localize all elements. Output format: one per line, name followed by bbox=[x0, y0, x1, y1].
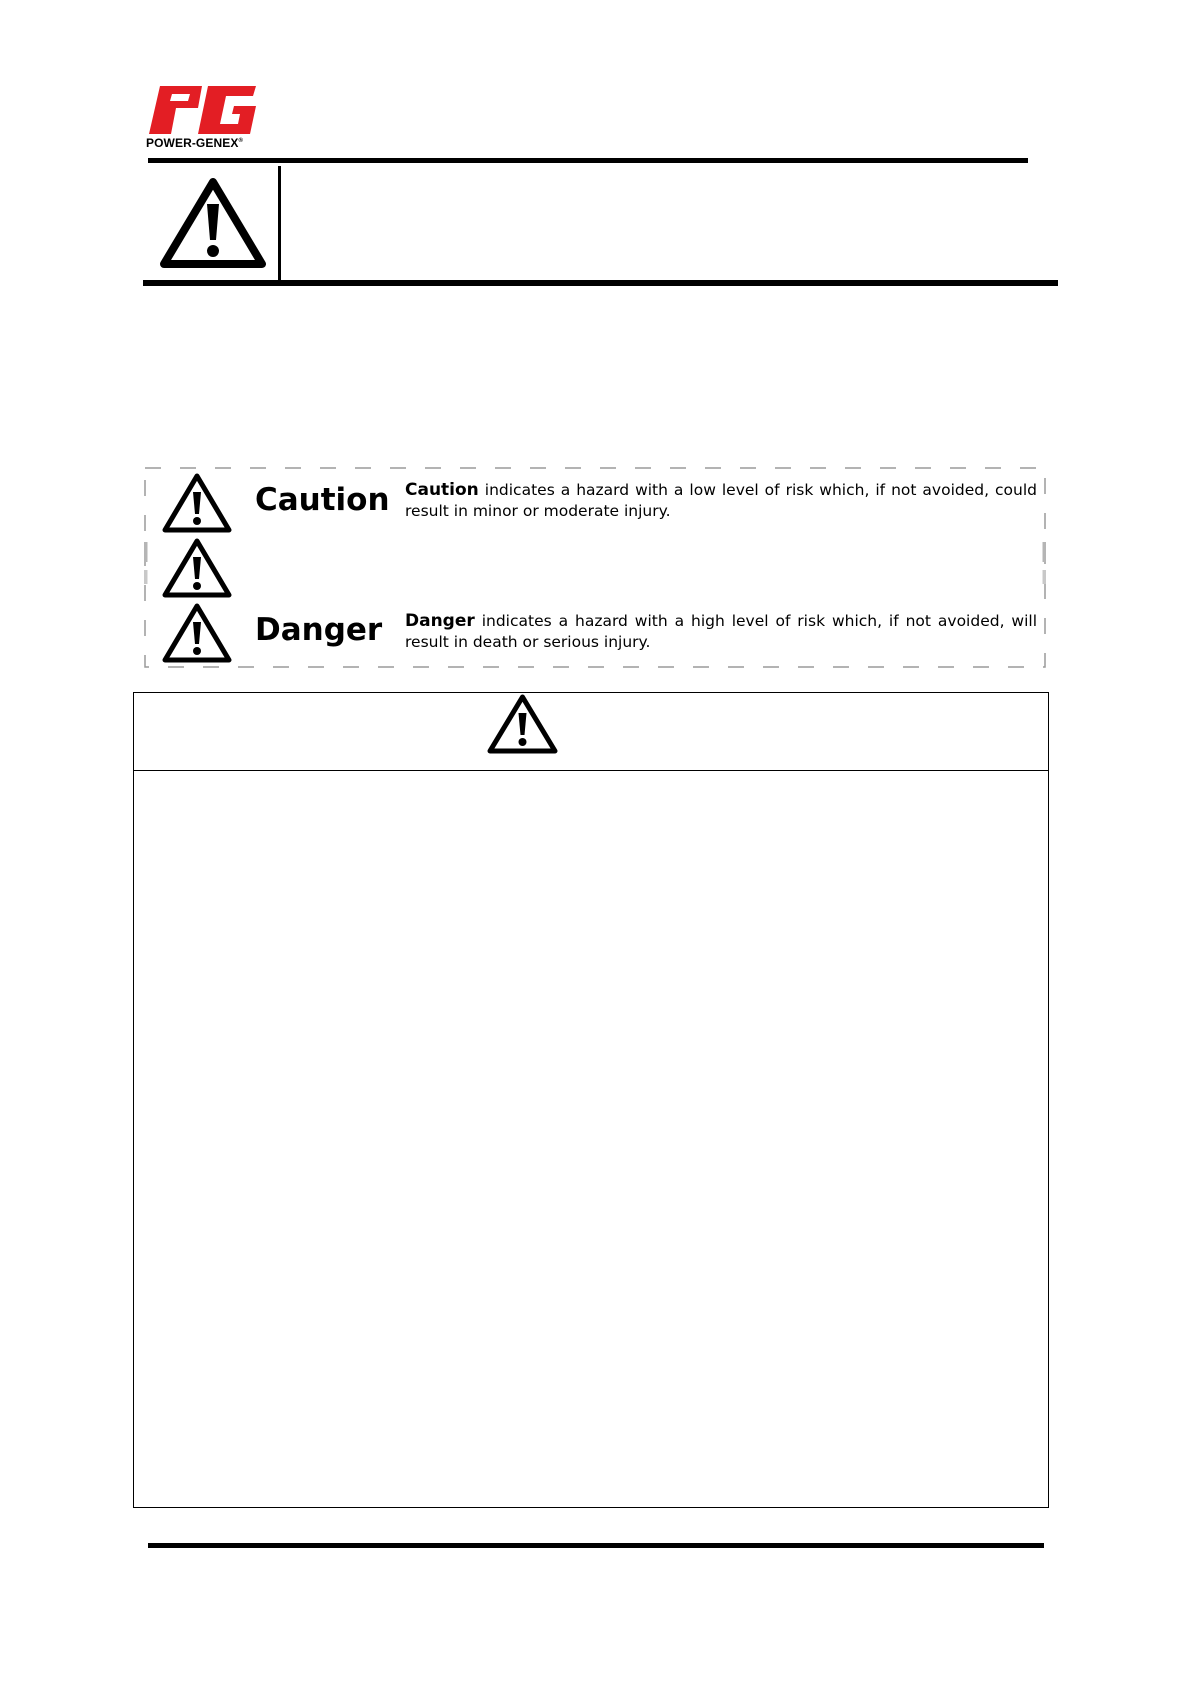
danger-triangle-icon bbox=[162, 602, 232, 664]
warning-triangle-icon bbox=[162, 537, 232, 599]
brand-logo bbox=[146, 84, 264, 150]
warning-triangle-icon bbox=[487, 693, 558, 755]
warning-box bbox=[133, 692, 1049, 1508]
header-bottom-rule bbox=[143, 280, 1058, 286]
caution-description: Caution indicates a hazard with a low level of risk which, if not avoided, could result in minor or moderate injury. bbox=[405, 480, 1037, 520]
warning-box-body bbox=[134, 771, 1048, 1507]
danger-description: Danger indicates a hazard with a high level of risk which, if not avoided, will result in death or serious injury. bbox=[405, 611, 1038, 651]
pg-logo-mark bbox=[146, 84, 258, 136]
hazard-legend bbox=[144, 466, 1046, 669]
caution-title: Caution bbox=[255, 482, 390, 518]
danger-title: Danger bbox=[255, 612, 383, 648]
caution-triangle-icon bbox=[162, 472, 232, 534]
warning-box-header bbox=[134, 693, 1048, 771]
warning-triangle-icon bbox=[158, 174, 268, 272]
footer-rule bbox=[148, 1543, 1044, 1548]
header-top-rule bbox=[148, 158, 1028, 163]
header-divider bbox=[278, 166, 281, 282]
brand-name: POWER-GENEX® bbox=[146, 136, 243, 150]
